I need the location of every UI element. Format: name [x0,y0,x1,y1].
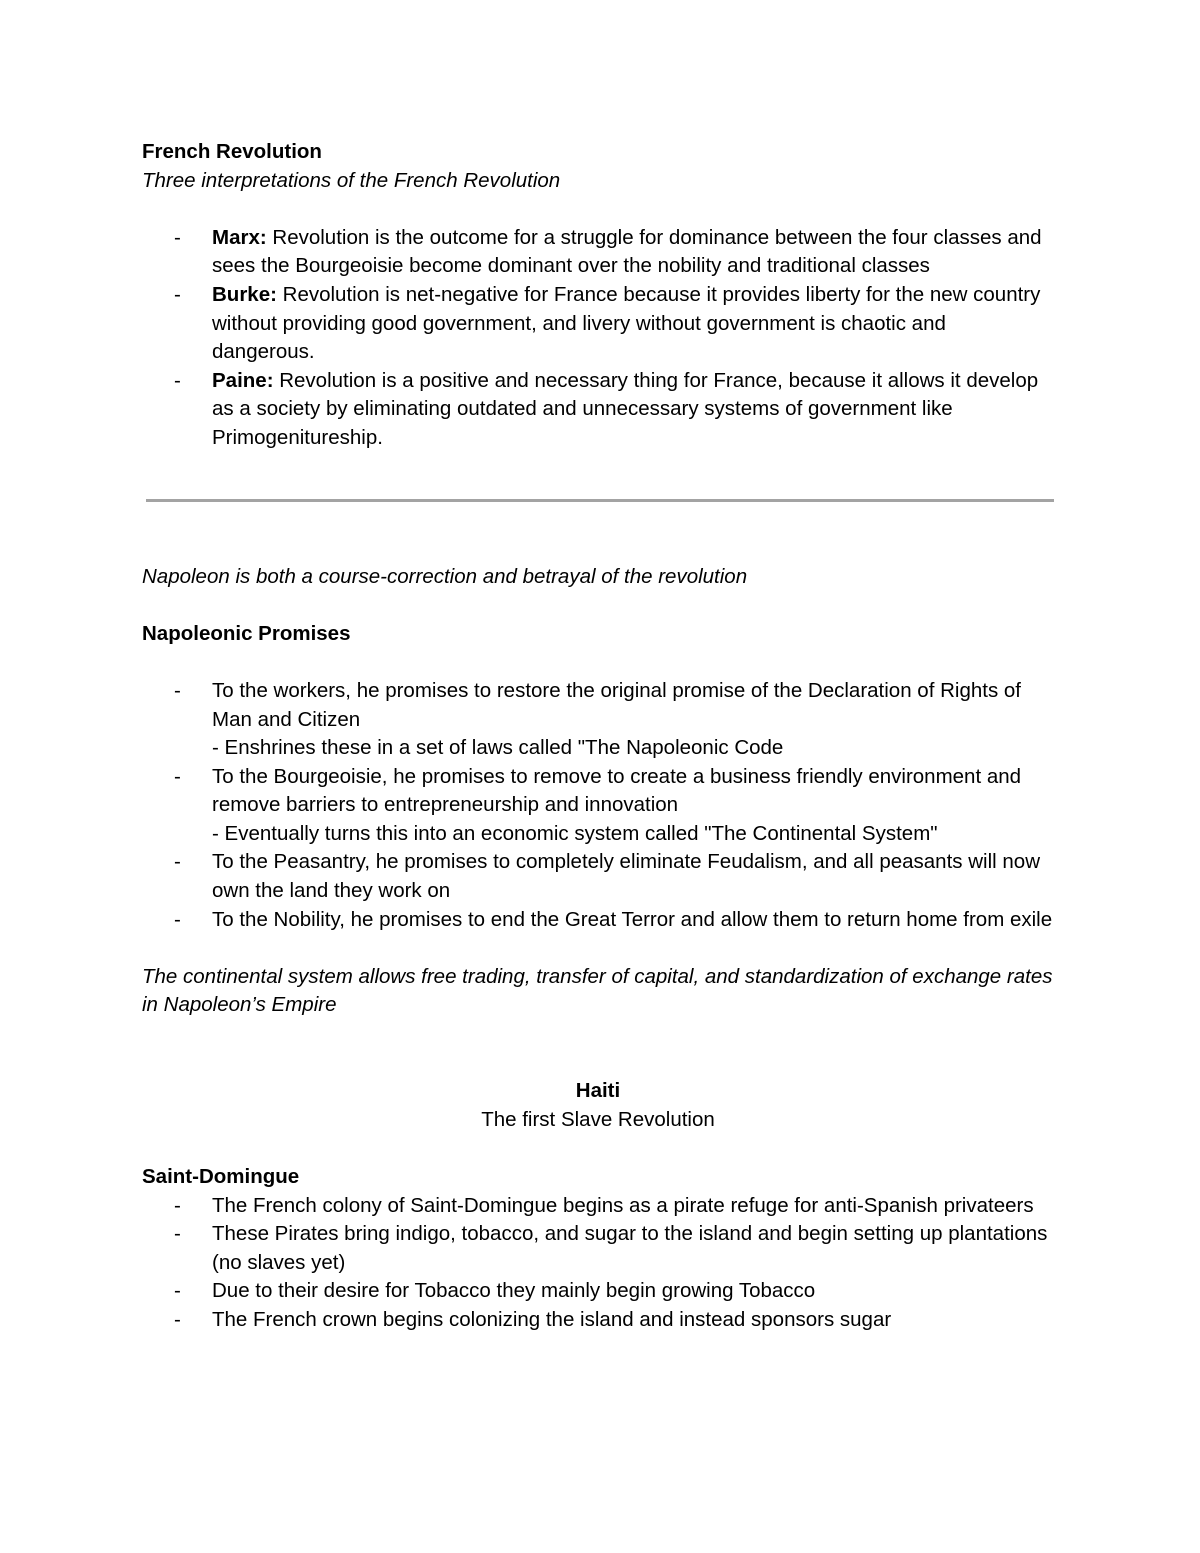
dash-bullet: - [174,764,181,788]
continental-system-note: The continental system allows free trading, transfer of capital, and standardization of exchange rates in Napoleon’s Empire [142,964,1053,1017]
interpretation-name: Burke: [212,282,277,306]
saint-domingue-list [142,1192,1054,1335]
list-item-marx [142,224,1054,281]
dash-bullet: - [174,850,181,874]
document-page [142,138,1054,1335]
interpretation-name: Paine: [212,368,274,392]
dash-bullet: - [174,368,181,392]
dash-bullet: - [174,1193,181,1217]
list-item [142,1306,1054,1335]
interpretation-text: Revolution is net-negative for France because it provides liberty for the new country without providing good government, and livery without government is chaotic and dangerous. [212,282,1041,364]
haiti-subtitle: The first Slave Revolution [481,1107,715,1131]
promise-subnote: - Enshrines these in a set of laws called "The Napoleonic Code [212,736,784,760]
promises-list [142,677,1054,934]
dash-bullet: - [174,1279,181,1303]
list-item-peasantry [142,848,1054,905]
interpretation-text: Revolution is a positive and necessary thing for France, because it allows it develop as a society by eliminating outdated and unnecessary systems of government like Primogenitureship. [212,368,1039,449]
promise-text: To the Peasantry, he promises to completely eliminate Feudalism, and all peasants will now own the land they work on [212,850,1040,903]
list-item [142,1220,1054,1277]
dash-bullet: - [174,1222,181,1246]
interpretations-list [142,224,1054,453]
dash-bullet: - [174,1307,181,1331]
section-divider-wrap [142,453,1054,563]
promise-text: To the Bourgeoisie, he promises to remove to create a business friendly environment and remove barriers to entrepreneurship and innovation [212,764,1022,817]
haiti-heading: Haiti [575,1079,621,1103]
french-revolution-subtitle: Three interpretations of the French Revolution [142,168,561,192]
point-text: These Pirates bring indigo, tobacco, and sugar to the island and begin setting up plantations (no slaves yet) [212,1222,1048,1274]
list-item [142,1192,1054,1221]
point-text: The French colony of Saint-Domingue begins as a pirate refuge for anti-Spanish privateers [212,1193,1034,1217]
interpretation-text: Revolution is the outcome for a struggle for dominance between the four classes and sees the Bourgeoisie become dominant over the nobility and traditional classes [212,225,1042,278]
dash-bullet: - [174,225,181,249]
horizontal-rule [146,499,1054,502]
dash-bullet: - [174,282,181,306]
promise-text: To the Nobility, he promises to end the Great Terror and allow them to return home from exile [212,907,1053,931]
saint-domingue-heading: Saint-Domingue [142,1165,300,1188]
dash-bullet: - [174,907,181,931]
list-item-paine [142,367,1054,453]
napoleonic-promises-heading: Napoleonic Promises [142,621,351,645]
promise-subnote: - Eventually turns this into an economic system called "The Continental System" [212,821,938,845]
list-item-nobility [142,906,1054,935]
point-text: The French crown begins colonizing the island and instead sponsors sugar [212,1307,892,1331]
promise-text: To the workers, he promises to restore the original promise of the Declaration of Rights of Man and Citizen [212,678,1021,731]
list-item-bourgeoisie [142,763,1054,849]
list-item-burke [142,281,1054,367]
dash-bullet: - [174,678,181,702]
napoleon-intro: Napoleon is both a course-correction and betrayal of the revolution [142,564,748,588]
point-text: Due to their desire for Tobacco they mainly begin growing Tobacco [212,1279,816,1303]
list-item [142,1277,1054,1306]
list-item-workers [142,677,1054,763]
interpretation-name: Marx: [212,225,267,249]
french-revolution-heading: French Revolution [142,140,322,163]
